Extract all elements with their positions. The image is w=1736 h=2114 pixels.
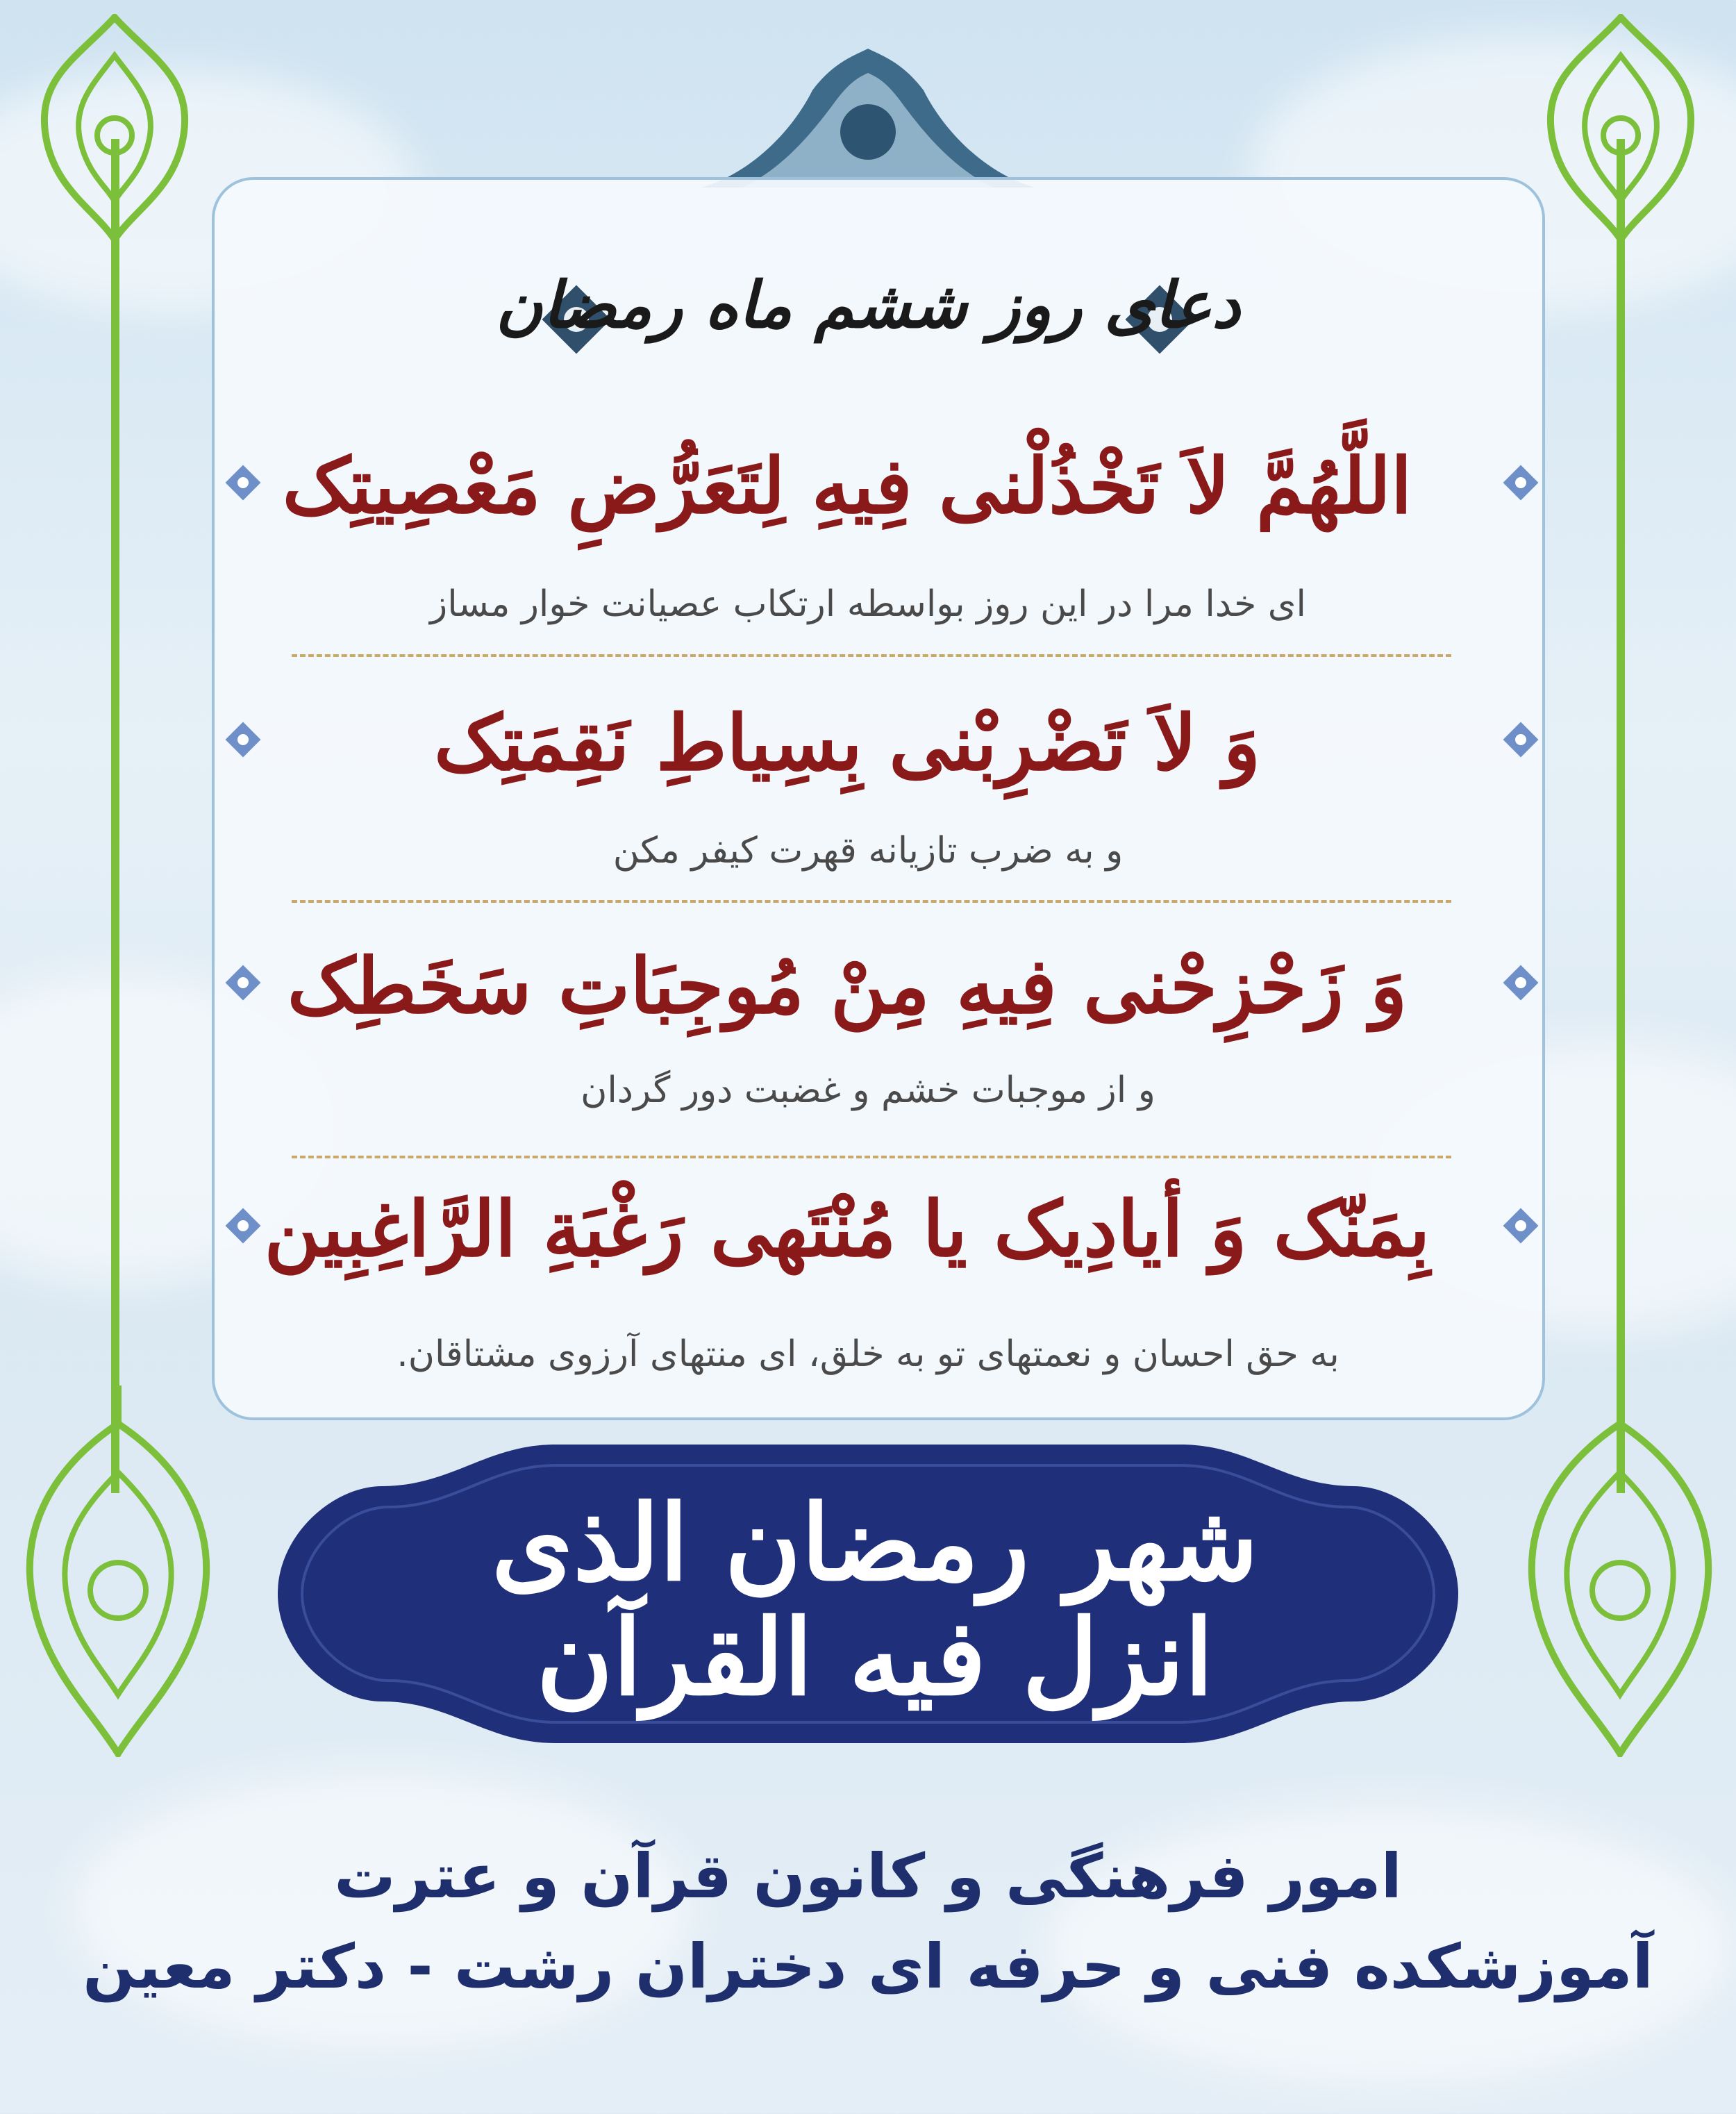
arabesque-ornament-icon — [17, 1382, 219, 1757]
arabesque-ornament-icon — [1537, 14, 1704, 243]
verse-arabic: بِمَنّک وَ أیادِیک یا مُنْتَهی رَغْبَةِ الرَّاغِبِین — [264, 1184, 1430, 1274]
divider — [292, 654, 1451, 657]
banner-calligraphy: شهر رمضان الذی انزل فیه القرآن — [491, 1482, 1259, 1719]
verse-translation: ای خدا مرا در این روز بواسطه ارتکاب عصیانت خوار مساز — [430, 583, 1306, 625]
verse-arabic: وَ لاَ تَضْرِبْنی بِسِیاطِ نَقِمَتِک — [434, 698, 1260, 788]
arabesque-ornament-icon — [31, 14, 198, 243]
divider — [292, 1156, 1451, 1158]
divider — [292, 900, 1451, 903]
arabesque-ornament-icon — [1519, 1382, 1721, 1757]
page-title: دعای روز ششم ماه رمضان — [495, 267, 1241, 342]
footer-line-2: آموزشکده فنی و حرفه ای دختران رشت - دکتر معین — [83, 1931, 1653, 2002]
verse-arabic: وَ زَحْزِحْنی فِیهِ مِنْ مُوجِبَاتِ سَخَطِک — [287, 941, 1408, 1031]
verse-translation: و به ضرب تازیانه قهرت کیفر مکن — [612, 830, 1124, 872]
verse-translation: به حق احسان و نعمتهای تو به خلق، ای منتهای آرزوی مشتاقان. — [397, 1333, 1339, 1375]
verse-translation: و از موجبات خشم و غضبت دور گردان — [581, 1070, 1155, 1111]
verse-arabic: اللَّهُمَّ لاَ تَخْذُلْنی فِیهِ لِتَعَرُّضِ مَعْصِیتِک — [282, 441, 1412, 531]
dome-ornament-icon — [694, 49, 1042, 188]
footer-line-1: امور فرهنگی و کانون قرآن و عترت — [334, 1840, 1402, 1912]
